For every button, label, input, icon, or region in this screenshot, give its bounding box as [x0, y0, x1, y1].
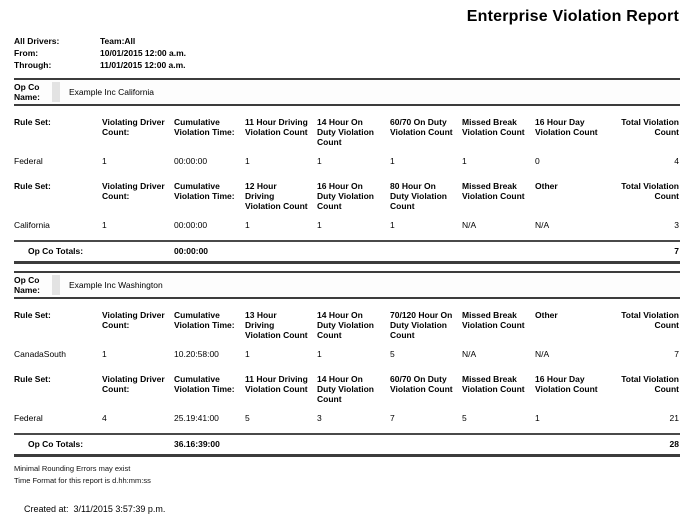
col-header: Other — [535, 181, 558, 191]
meta-row-from — [14, 47, 680, 59]
created-at-value: 3/11/2015 3:57:39 p.m. — [73, 504, 166, 514]
meta-row-through — [14, 59, 680, 71]
col-header: Other — [535, 310, 558, 320]
table-cell: 5 — [390, 349, 395, 359]
col-header: Rule Set: — [14, 181, 51, 191]
table-cell: 7 — [390, 413, 395, 423]
rule-set-table-canadasouth — [14, 310, 680, 359]
opco-name-label: Op Co Name: — [14, 275, 40, 295]
col-header: Violating Driver Count: — [102, 181, 165, 201]
col-header: 11 Hour Driving Violation Count — [245, 374, 308, 394]
col-header: Missed Break Violation Count — [462, 117, 525, 137]
col-header: 14 Hour On Duty Violation Count — [317, 310, 374, 340]
col-header: Rule Set: — [14, 117, 51, 127]
meta-row-drivers — [14, 35, 680, 47]
col-header: Total Violation Count — [621, 374, 679, 394]
table-cell: CanadaSouth — [14, 349, 66, 359]
col-header: Violating Driver Count: — [102, 117, 165, 137]
report-meta — [14, 35, 680, 71]
table-cell: 1 — [535, 413, 540, 423]
opco-totals-count: 28 — [669, 439, 679, 449]
col-header: Cumulative Violation Time: — [174, 374, 235, 394]
created-at — [14, 504, 680, 514]
table-cell: 3 — [674, 220, 679, 230]
rule-set-table-california — [14, 181, 680, 230]
meta-label: From: — [14, 48, 39, 58]
table-cell: 1 — [317, 349, 322, 359]
meta-label: All Drivers: — [14, 36, 60, 46]
col-header: 14 Hour On Duty Violation Count — [317, 117, 374, 147]
table-cell: 0 — [535, 156, 540, 166]
col-header: Missed Break Violation Count — [462, 374, 525, 394]
col-header: Total Violation Count — [621, 181, 679, 201]
table-cell: 00:00:00 — [174, 220, 208, 230]
created-at-label: Created at: — [24, 504, 69, 514]
col-header: 60/70 On Duty Violation Count — [390, 374, 453, 394]
table-cell: 5 — [245, 413, 250, 423]
opco-name-value: Example Inc California — [69, 87, 155, 97]
opco-name-value: Example Inc Washington — [69, 280, 163, 290]
table-cell: 7 — [674, 349, 679, 359]
col-header: Missed Break Violation Count — [462, 181, 525, 201]
opco-totals-washington — [14, 433, 680, 457]
meta-value: Team:All — [100, 36, 136, 46]
col-header: Cumulative Violation Time: — [174, 310, 235, 330]
table-cell: Federal — [14, 413, 43, 423]
table-cell: 3 — [317, 413, 322, 423]
table-cell: 1 — [317, 220, 322, 230]
report-title: Enterprise Violation Report — [466, 8, 679, 25]
table-cell: 00:00:00 — [174, 156, 208, 166]
col-header: Violating Driver Count: — [102, 310, 165, 330]
table-cell: N/A — [535, 220, 550, 230]
table-cell: 10.20:58:00 — [174, 349, 219, 359]
col-header: 14 Hour On Duty Violation Count — [317, 374, 374, 404]
col-header: 70/120 Hour On Duty Violation Count — [390, 310, 453, 340]
col-header: 16 Hour Day Violation Count — [535, 374, 598, 394]
table-cell: N/A — [535, 349, 550, 359]
rule-set-table-federal-wa — [14, 374, 680, 423]
opco-header-california — [14, 78, 680, 106]
table-cell: 1 — [390, 156, 395, 166]
footnotes — [14, 463, 680, 487]
col-header: 13 Hour Driving Violation Count — [245, 310, 308, 340]
opco-divider — [52, 82, 60, 102]
table-cell: 1 — [245, 349, 250, 359]
col-header: Missed Break Violation Count — [462, 310, 525, 330]
table-cell: 1 — [462, 156, 467, 166]
opco-header-washington — [14, 271, 680, 299]
col-header: Total Violation Count — [621, 310, 679, 330]
col-header: 16 Hour Day Violation Count — [535, 117, 598, 137]
meta-value: 10/01/2015 12:00 a.m. — [100, 48, 187, 58]
col-header: Cumulative Violation Time: — [174, 181, 235, 201]
table-cell: Federal — [14, 156, 43, 166]
table-cell: 1 — [245, 156, 250, 166]
table-cell: California — [14, 220, 50, 230]
table-cell: 25.19:41:00 — [174, 413, 219, 423]
col-header: Rule Set: — [14, 310, 51, 320]
table-cell: 1 — [245, 220, 250, 230]
table-cell: N/A — [462, 349, 477, 359]
col-header: 80 Hour On Duty Violation Count — [390, 181, 447, 211]
table-cell: 4 — [674, 156, 679, 166]
footnote-time-format: Time Format for this report is d.hh:mm:ss — [14, 476, 151, 485]
opco-totals-label: Op Co Totals: — [28, 246, 84, 256]
col-header: Violating Driver Count: — [102, 374, 165, 394]
opco-name-label: Op Co Name: — [14, 82, 40, 102]
col-header: 12 Hour Driving Violation Count — [245, 181, 308, 211]
col-header: 16 Hour On Duty Violation Count — [317, 181, 374, 211]
table-cell: 1 — [102, 220, 107, 230]
col-header: Rule Set: — [14, 374, 51, 384]
meta-label: Through: — [14, 60, 52, 70]
meta-value: 11/01/2015 12:00 a.m. — [100, 60, 186, 70]
table-cell: 1 — [102, 349, 107, 359]
table-cell: 21 — [669, 413, 679, 423]
col-header: Cumulative Violation Time: — [174, 117, 235, 137]
col-header: 11 Hour Driving Violation Count — [245, 117, 308, 137]
col-header: 60/70 On Duty Violation Count — [390, 117, 453, 137]
opco-totals-time: 00:00:00 — [174, 246, 209, 256]
table-cell: 4 — [102, 413, 107, 423]
rule-set-table-federal-ca — [14, 117, 680, 166]
table-cell: 1 — [102, 156, 107, 166]
opco-totals-count: 7 — [674, 246, 679, 256]
table-cell: 1 — [390, 220, 395, 230]
opco-totals-time: 36.16:39:00 — [174, 439, 220, 449]
opco-divider — [52, 275, 60, 295]
table-cell: N/A — [462, 220, 477, 230]
table-cell: 1 — [317, 156, 322, 166]
footnote-rounding: Minimal Rounding Errors may exist — [14, 464, 131, 473]
opco-totals-label: Op Co Totals: — [28, 439, 84, 449]
table-cell: 5 — [462, 413, 467, 423]
opco-totals-california — [14, 240, 680, 264]
col-header: Total Violation Count — [621, 117, 679, 137]
